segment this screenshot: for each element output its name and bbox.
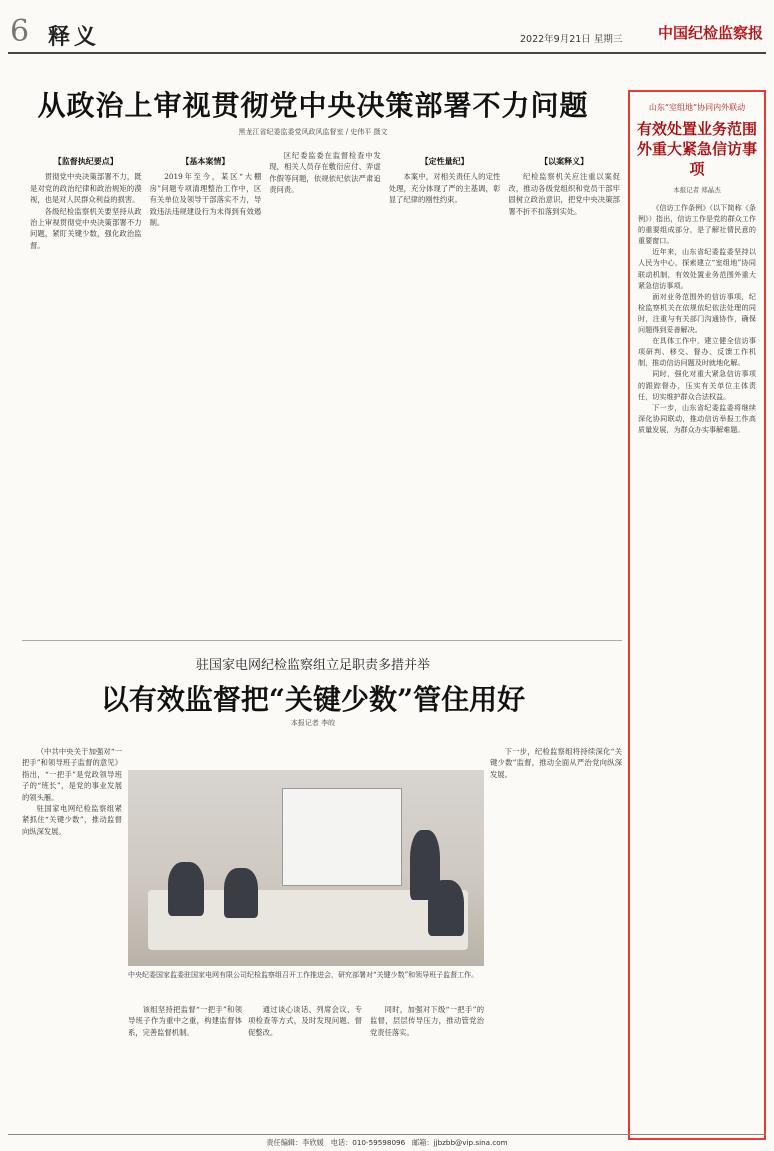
paragraph: 驻国家电网纪检监察组紧紧抓住“关键少数”，推动监督向纵深发展。 (22, 804, 122, 836)
article1-body (30, 150, 620, 632)
paragraph: 同时，加强对下级“一把手”的监督，层层传导压力，推动管党治党责任落实。 (370, 1005, 484, 1037)
paragraph: （中共中央关于加强对“一把手”和领导班子监督的意见》指出，“一把手”是党政领导班子的“班长”，是党的事业发展的领头雁。 (22, 747, 122, 802)
sidebar-title: 有效处置业务范围外重大紧急信访事项 (636, 120, 757, 178)
article2-pretitle: 驻国家电网纪检监察组立足职责多措并举 (195, 658, 430, 673)
highlighted-sidebar-article (628, 90, 766, 1140)
paragraph: 同时，强化对重大紧急信访事项的跟踪督办，压实有关单位主体责任，切实维护群众合法权益。 (638, 369, 756, 401)
paragraph: 本案中，对相关责任人的定性处理，充分体现了严的主基调，彰显了纪律的刚性约束。 (388, 172, 501, 205)
paragraph: 下一步，纪检监察组将持续深化“关键少数”监督，推动全面从严治党向纵深发展。 (490, 747, 622, 779)
article2-title: 以有效监督把“关键少数”管住用好 (100, 683, 526, 716)
sidebar-pretitle: 山东“室组地”协同内外联动 (648, 103, 746, 112)
article2-column (490, 746, 622, 1130)
person-figure (168, 862, 204, 916)
article1-column (30, 150, 142, 632)
paragraph: 纪检监察机关应注重以案促改，推动各级党组织和党员干部牢固树立政治意识，把党中央决策部署不折不扣落到实处。 (508, 172, 620, 216)
paragraph: 通过谈心谈话、列席会议、专项检查等方式，及时发现问题、督促整改。 (248, 1005, 362, 1037)
paragraph: 贯彻党中央决策部署不力，既是对党的政治纪律和政治规矩的漠视，也是对人民群众利益的损害。 (30, 172, 142, 205)
article2-author: 本报记者 李皎 (290, 719, 336, 727)
page-footer (0, 1138, 774, 1148)
subhead: 【定性量纪】 (420, 156, 469, 166)
sidebar-author: 本报记者 郑晶杰 (673, 186, 721, 194)
article1-column (269, 150, 381, 632)
article1-column (389, 150, 501, 632)
subhead: 【以案释义】 (540, 156, 589, 166)
paragraph: 近年来，山东省纪委监委坚持以人民为中心，探索建立“室组地”协同联动机制，有效处置业务范围外重大紧急信访事项。 (638, 247, 756, 290)
article1-column (508, 150, 620, 632)
sidebar-body (638, 202, 756, 435)
header-rule (8, 52, 766, 54)
person-figure (224, 868, 258, 918)
paragraph: 区纪委监委在监督检查中发现，相关人员存在敷衍应付、弄虚作假等问题，依规依纪依法严肃追责问责。 (269, 151, 381, 195)
article1-title: 从政治上审视贯彻党中央决策部署不力问题 (37, 89, 589, 122)
paper-logo: 中国纪检监察报 (658, 24, 764, 42)
article1-author: 黑龙江省纪委监委党风政风监督室 / 史伟平 摄文 (238, 128, 388, 136)
article1-column (150, 150, 262, 632)
paragraph: 在具体工作中，建立健全信访事项研判、移交、督办、反馈工作机制，推动信访问题及时就地化解。 (638, 336, 756, 368)
page-header (0, 0, 774, 52)
article2-column (128, 1004, 242, 1130)
footer-editor: 责任编辑：李欣媛 (266, 1138, 324, 1147)
article2-column (248, 1004, 362, 1130)
paragraph: 2019年至今，某区“大棚房”问题专项清理整治工作中，区有关单位及领导干部落实不力，导致违法违规建设行为未得到有效遏制。 (149, 172, 262, 228)
subhead: 【基本案情】 (181, 156, 230, 166)
footer-rule (8, 1134, 766, 1135)
whiteboard (282, 788, 402, 886)
subhead: 【监督执纪要点】 (53, 156, 118, 166)
article2-column (370, 1004, 484, 1130)
article2-column (22, 746, 122, 1130)
paragraph: 各级纪检监察机关要坚持从政治上审视贯彻党中央决策部署不力问题，紧盯关键少数，强化政治监督。 (30, 206, 142, 250)
meeting-photo (128, 770, 484, 966)
section-divider (22, 640, 622, 641)
footer-phone: 电话：010-59598096 (330, 1138, 406, 1147)
section-title: 释义 (48, 24, 101, 50)
paragraph: 下一步，山东省纪委监委将继续深化协同联动，推动信访举报工作高质量发展，为群众办实事解难题。 (638, 402, 756, 434)
paragraph: 该组坚持把监督“一把手”和领导班子作为重中之重，构建监督体系，完善监督机制。 (128, 1005, 242, 1037)
paragraph: 面对业务范围外的信访事项，纪检监察机关在依规依纪依法处理的同时，注重与有关部门沟通协作，确保问题得到妥善解决。 (638, 291, 756, 335)
paragraph: 《信访工作条例》（以下简称《条例》）指出，信访工作是党的群众工作的重要组成部分，是了解社情民意的重要窗口。 (638, 203, 756, 246)
page-number: 6 (10, 14, 30, 49)
footer-email: 邮箱：jjbzbb@vip.sina.com (412, 1138, 508, 1147)
issue-date: 2022年9月21日 星期三 (520, 34, 623, 45)
photo-caption: 中央纪委国家监委驻国家电网有限公司纪检监察组召开工作推进会，研究部署对“关键少数”和领导班子监督工作。 (128, 971, 479, 979)
person-figure (428, 880, 464, 936)
